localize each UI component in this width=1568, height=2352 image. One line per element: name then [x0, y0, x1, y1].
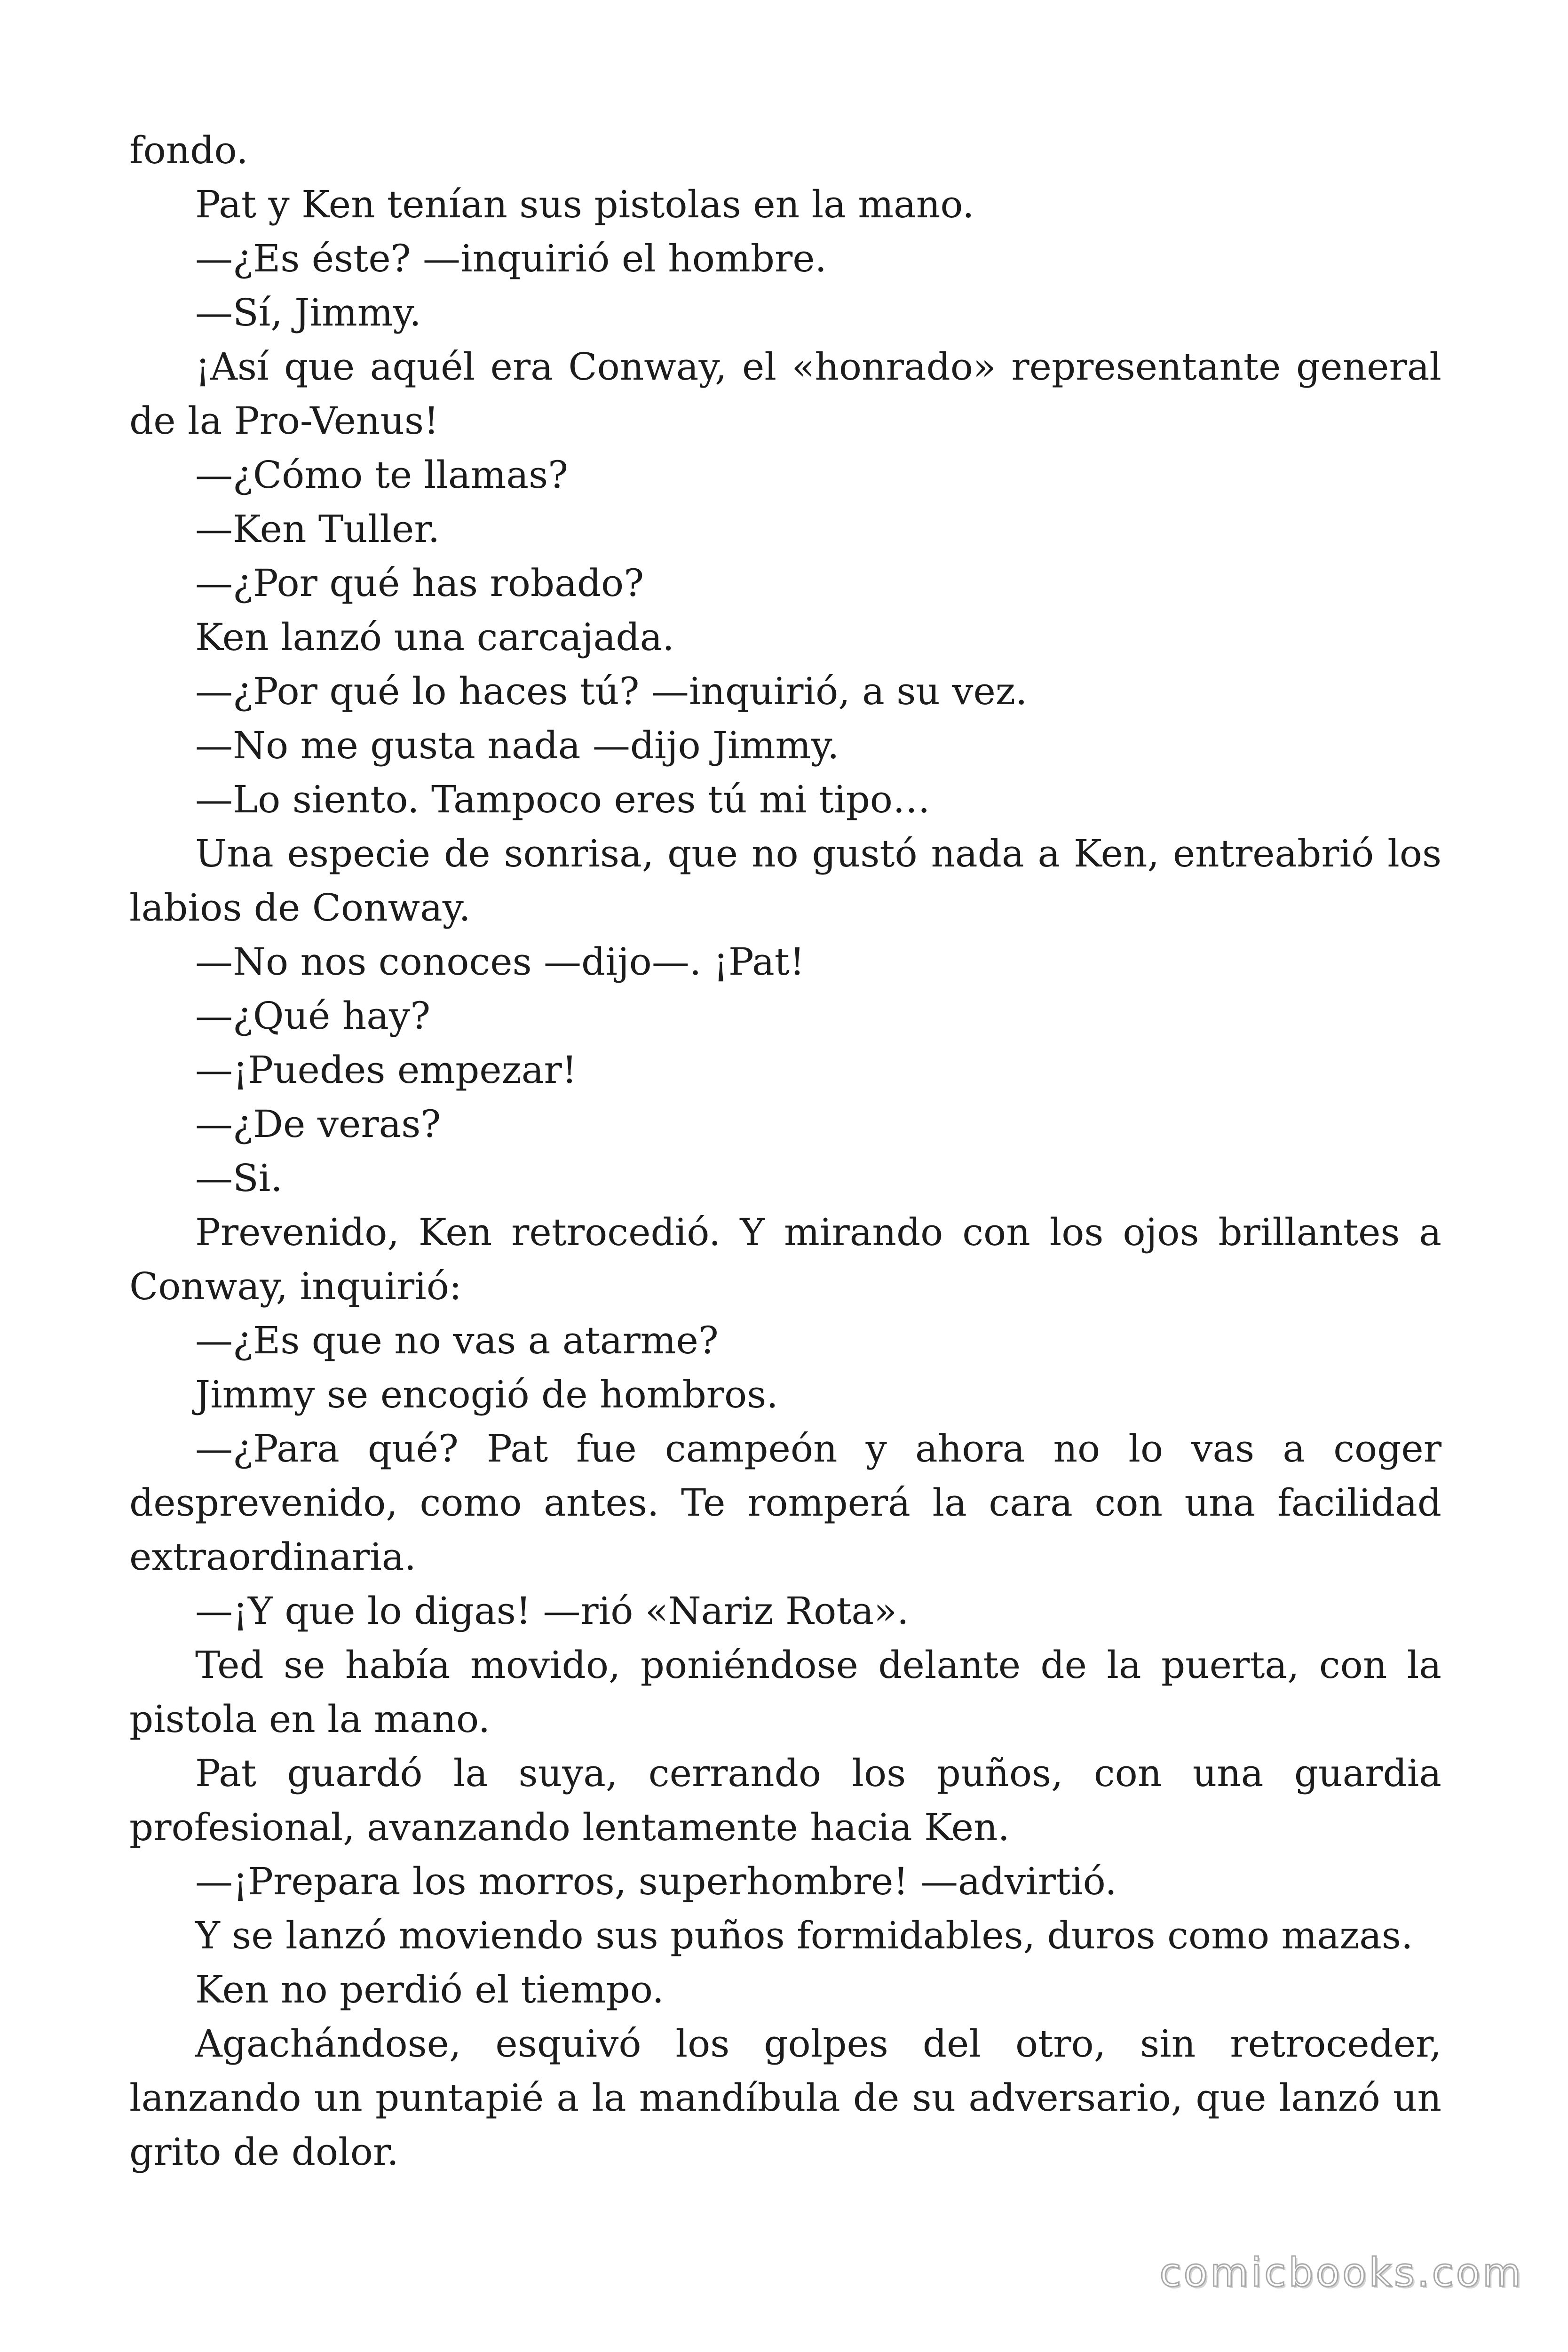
paragraph: —Lo siento. Tampoco eres tú mi tipo…	[195, 778, 930, 821]
watermark: comicbooks.com	[1159, 2249, 1523, 2296]
paragraph: —¿Por qué lo haces tú? —inquirió, a su vez.	[195, 669, 1028, 713]
book-page-text	[129, 123, 1441, 2179]
paragraph: Agachándose, esquivó los golpes del otro, sin retroceder, lanzando un puntapié a la mandíbula de su adversario, que lanzó un grito de dolor.	[129, 2022, 1441, 2174]
paragraph: —Ken Tuller.	[195, 507, 440, 551]
paragraph: —¿Qué hay?	[195, 994, 431, 1038]
paragraph: —No nos conoces —dijo—. ¡Pat!	[195, 940, 805, 984]
paragraph: Ken lanzó una carcajada.	[195, 615, 674, 659]
paragraph: —¿Por qué has robado?	[195, 561, 644, 605]
paragraph: —¡Prepara los morros, superhombre! —advirtió.	[195, 1859, 1117, 1903]
paragraph: —¿Para qué? Pat fue campeón y ahora no lo vas a coger desprevenido, como antes. Te romperá la cara con una facilidad extraordinaria.	[129, 1427, 1441, 1579]
paragraph: —¡Y que lo digas! —rió «Nariz Rota».	[195, 1589, 909, 1633]
paragraph: —¿Es que no vas a atarme?	[195, 1319, 719, 1362]
paragraph: —Si.	[195, 1156, 283, 1200]
paragraph: Pat guardó la suya, cerrando los puños, con una guardia profesional, avanzando lentamente hacia Ken.	[129, 1751, 1441, 1849]
paragraph: Prevenido, Ken retrocedió. Y mirando con los ojos brillantes a Conway, inquirió:	[129, 1210, 1441, 1308]
paragraph: —¡Puedes empezar!	[195, 1048, 577, 1092]
paragraph: fondo.	[129, 128, 248, 172]
paragraph: —¿De veras?	[195, 1102, 441, 1146]
paragraph: Ken no perdió el tiempo.	[195, 1968, 664, 2011]
paragraph: Y se lanzó moviendo sus puños formidables, duros como mazas.	[195, 1914, 1413, 1957]
paragraph: Ted se había movido, poniéndose delante de la puerta, con la pistola en la mano.	[129, 1643, 1441, 1741]
paragraph: Jimmy se encogió de hombros.	[195, 1373, 778, 1416]
paragraph: —No me gusta nada —dijo Jimmy.	[195, 723, 839, 767]
paragraph: —Sí, Jimmy.	[195, 291, 421, 334]
paragraph: Una especie de sonrisa, que no gustó nada a Ken, entreabrió los labios de Conway.	[129, 832, 1441, 930]
paragraph: —¿Cómo te llamas?	[195, 453, 569, 497]
paragraph: ¡Así que aquél era Conway, el «honrado» representante general de la Pro-Venus!	[129, 345, 1441, 443]
paragraph: —¿Es éste? —inquirió el hombre.	[195, 237, 827, 280]
paragraph: Pat y Ken tenían sus pistolas en la mano.	[195, 183, 974, 226]
